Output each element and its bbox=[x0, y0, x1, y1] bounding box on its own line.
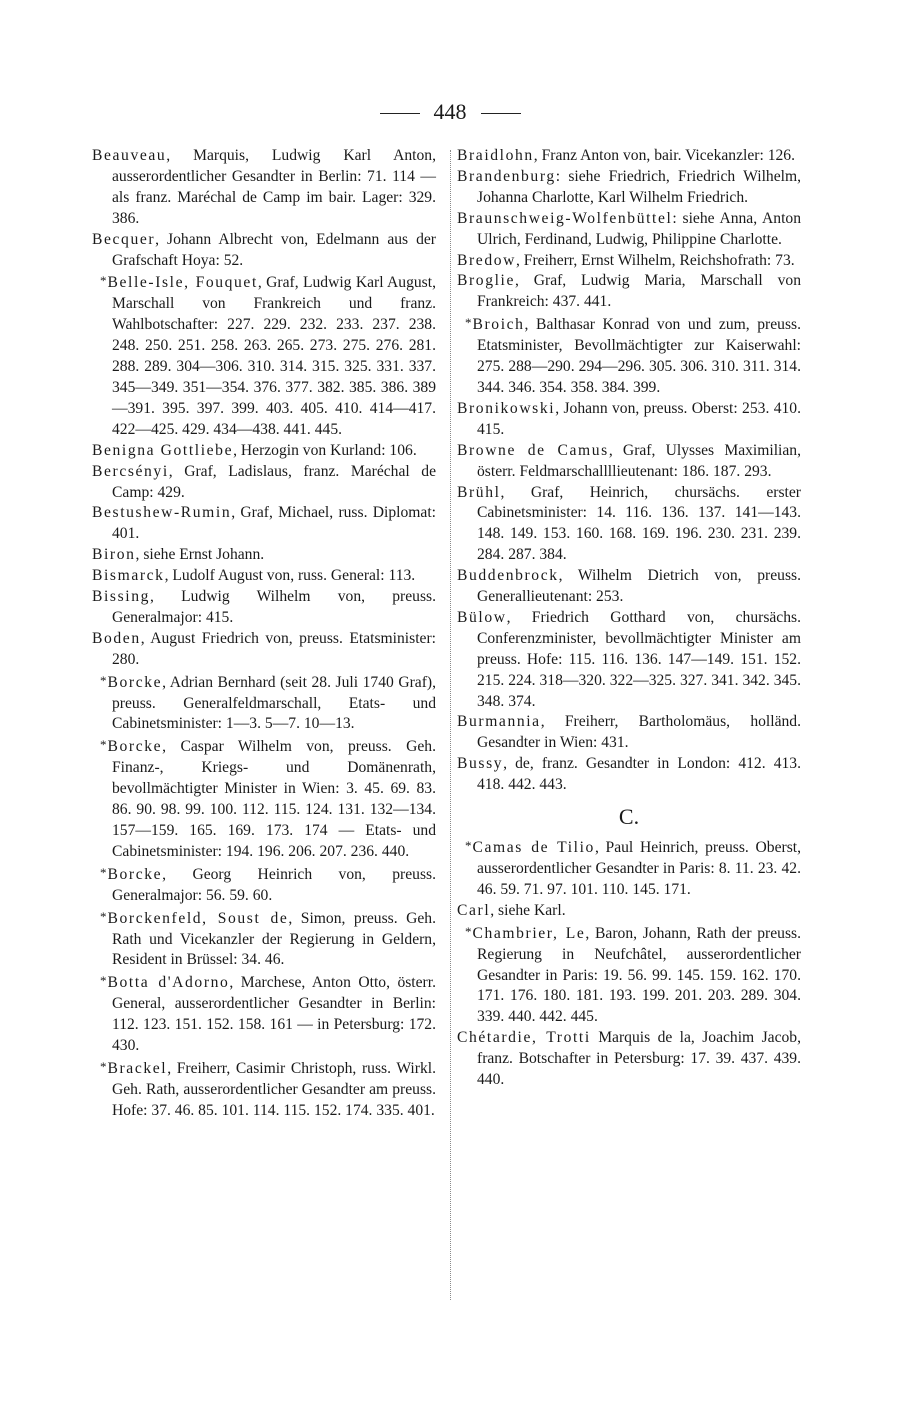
entry-details: , Graf, Ulysses Maximilian, österr. Feldmarschallllieutenant: 186. 187. 293. bbox=[477, 441, 801, 480]
index-entry bbox=[92, 503, 436, 545]
entry-name: Bestushew-Rumin bbox=[92, 504, 232, 522]
column-divider bbox=[450, 150, 451, 1300]
entry-name: Bronikowski bbox=[457, 399, 556, 417]
entry-details: , de, franz. Gesandter in London: 412. 413. 418. 442. 443. bbox=[477, 755, 801, 794]
header-dash-left bbox=[380, 113, 420, 114]
entry-details: , Graf, Heinrich, chursächs. erster Cabinetsminister: 14. 116. 136. 137. 141—143. 148. 149. 153. 160. 168. 169. 196. 230. 231. 239. 284. 287. 384. bbox=[477, 483, 801, 564]
index-entry bbox=[92, 545, 436, 566]
entry-details: : siehe Friedrich, Friedrich Wilhelm, Johanna Charlotte, Karl Wilhelm Friedrich. bbox=[477, 167, 801, 206]
entry-details: , Ludolf August von, russ. General: 113. bbox=[164, 567, 416, 585]
entry-name: Browne de Camus bbox=[457, 441, 609, 459]
entry-details: , Friedrich Gotthard von, chursächs. Conferenzminister, bevollmächtigter Minister am preuss. Hofe: 115. 116. 136. 147—149. 151. 152. 215. 224. 318—320. 322—325. 327. 341. 342. 345. 348. 374. bbox=[477, 608, 801, 710]
entry-details: : siehe Anna, Anton Ulrich, Ferdinand, Ludwig, Philippine Charlotte. bbox=[477, 209, 801, 248]
index-entry bbox=[92, 863, 436, 907]
asterisk-mark: * bbox=[465, 838, 472, 854]
index-entry bbox=[457, 712, 801, 754]
asterisk-mark: * bbox=[100, 273, 107, 289]
entry-details: , Wilhelm Dietrich von, preuss. Generallieutenant: 253. bbox=[477, 567, 801, 606]
asterisk-mark: * bbox=[100, 908, 107, 924]
index-entry bbox=[92, 230, 436, 272]
entry-details: , Graf, Ludwig Maria, Marschall von Frankreich: 437. 441. bbox=[477, 272, 801, 311]
index-entry bbox=[457, 836, 801, 901]
index-section-c bbox=[457, 836, 801, 1091]
entry-name: Broich bbox=[472, 316, 525, 334]
entry-details: , Johann von, preuss. Oberst: 253. 410. 415. bbox=[477, 399, 801, 438]
index-entry bbox=[92, 146, 436, 230]
entry-name: Botta d'Adorno bbox=[107, 974, 230, 992]
entry-details: , siehe Karl. bbox=[490, 901, 566, 919]
index-section-b-continued bbox=[457, 146, 801, 796]
entry-name: Braunschweig-Wolfenbüttel bbox=[457, 209, 673, 227]
entry-name: Burmannia bbox=[457, 713, 541, 731]
index-entry bbox=[92, 271, 436, 440]
entry-name: Bissing bbox=[92, 588, 150, 606]
index-entry bbox=[457, 441, 801, 483]
index-entry bbox=[457, 251, 801, 272]
index-entry bbox=[92, 735, 436, 862]
index-entry bbox=[92, 566, 436, 587]
entry-name: Bussy bbox=[457, 755, 504, 773]
asterisk-mark: * bbox=[100, 1058, 107, 1074]
entry-name: Brühl bbox=[457, 483, 501, 501]
index-column-right bbox=[457, 146, 801, 1091]
index-entry bbox=[92, 671, 436, 736]
entry-details: , Simon, preuss. Geh. Rath und Vicekanzler der Regierung in Geldern, Resident in Brüssel: 34. 46. bbox=[112, 909, 436, 969]
index-entry bbox=[92, 1057, 436, 1122]
index-entry bbox=[92, 587, 436, 629]
entry-details: , Ludwig Wilhelm von, preuss. Generalmajor: 415. bbox=[112, 588, 436, 626]
entry-details: , Graf, Michael, russ. Diplomat: 401. bbox=[112, 504, 436, 543]
asterisk-mark: * bbox=[465, 923, 472, 939]
index-entry bbox=[457, 901, 801, 922]
entry-name: Belle-Isle, Fouquet bbox=[107, 274, 258, 292]
asterisk-mark: * bbox=[100, 737, 107, 753]
index-entry bbox=[92, 629, 436, 671]
asterisk-mark: * bbox=[100, 864, 107, 880]
entry-name: Carl bbox=[457, 901, 491, 919]
entry-details: , Herzogin von Kurland: 106. bbox=[233, 441, 417, 459]
entry-name: Brandenburg bbox=[457, 167, 556, 185]
entry-name: Boden bbox=[92, 629, 141, 647]
section-letter-c: C. bbox=[618, 804, 640, 830]
entry-details: , Graf, Ludwig Karl August, Marschall von Frankreich und franz. Wahlbotschafter: 227. 229. 232. 233. 237. 238. 248. 250. 251. 258. 263. 265. 273. 275. 276. 281. 288. 289. 304—306. 310. 314. 315. 325. 331. 337. 345—349. 351—354. 376. 377. 382. 385. 386. 389—391. 395. 397. 399. 403. 405. 410. 414—417. 422—425. 429. 434—438. 441. 445. bbox=[112, 274, 436, 438]
entry-details: , Caspar Wilhelm von, preuss. Geh. Finanz-, Kriegs- und Domänenrath, bevollmächtigter Minister in Wien: 3. 45. 69. 83. 86. 90. 98. 99. 100. 112. 115. 124. 131. 132—134. 157—159. 165. 169. 173. 174 — Etats- und Cabinetsminister: 194. 196. 206. 207. 236. 440. bbox=[112, 738, 436, 860]
index-entry bbox=[457, 483, 801, 567]
entry-name: Borcke bbox=[107, 738, 163, 756]
entry-name: Camas de Tilio bbox=[472, 839, 595, 857]
page-number: 448 bbox=[433, 99, 467, 124]
entry-name: Buddenbrock bbox=[457, 567, 559, 585]
entry-details: , Freiherr, Casimir Christoph, russ. Wirkl. Geh. Rath, ausserordentlicher Gesandter am preuss. Hofe: 37. 46. 85. 101. 114. 115. 152. 174. 335. 401. bbox=[112, 1059, 436, 1119]
index-entry bbox=[92, 462, 436, 504]
entry-details: , Marquis, Ludwig Karl Anton, ausserordentlicher Gesandter in Berlin: 71. 114 — als franz. Maréchal de Camp im bair. Lager: 329. 386. bbox=[112, 147, 436, 227]
entry-details: , Johann Albrecht von, Edelmann aus der Grafschaft Hoya: 52. bbox=[112, 230, 436, 269]
index-entry bbox=[457, 271, 801, 313]
entry-details: , Franz Anton von, bair. Vicekanzler: 126. bbox=[533, 147, 795, 164]
index-entry bbox=[457, 209, 801, 251]
entry-details: , siehe Ernst Johann. bbox=[135, 546, 265, 564]
index-entry bbox=[457, 754, 801, 796]
entry-details: , August Friedrich von, preuss. Etatsminister: 280. bbox=[112, 629, 436, 668]
entry-name: Chétardie, Trotti bbox=[457, 1029, 591, 1047]
entry-name: Braidlohn bbox=[457, 147, 534, 164]
index-entry bbox=[457, 608, 801, 713]
entry-details: , Adrian Bernhard (seit 28. Juli 1740 Graf), preuss. Generalfeldmarschall, Etats- und Cabinetsminister: 1—3. 5—7. 10—13. bbox=[112, 673, 436, 733]
entry-name: Beauveau bbox=[92, 147, 167, 164]
entry-name: Biron bbox=[92, 546, 136, 564]
entry-name: Bülow bbox=[457, 608, 507, 626]
index-entry bbox=[457, 1028, 801, 1091]
asterisk-mark: * bbox=[465, 315, 472, 331]
entry-name: Bercsényi bbox=[92, 462, 169, 480]
index-entry bbox=[457, 922, 801, 1029]
header-dash-right bbox=[481, 113, 521, 114]
index-entry bbox=[92, 971, 436, 1057]
entry-name: Borcke bbox=[107, 673, 163, 691]
index-entry bbox=[457, 399, 801, 441]
index-entry bbox=[457, 146, 801, 167]
entry-details: Marquis de la, Joachim Jacob, franz. Botschafter in Petersburg: 17. 39. 437. 439. 440. bbox=[477, 1029, 801, 1089]
entry-name: Chambrier, Le bbox=[472, 924, 586, 942]
index-entry bbox=[457, 167, 801, 209]
entry-details: , Paul Heinrich, preuss. Oberst, ausserordentlicher Gesandter in Paris: 8. 11. 23. 42. 46. 59. 71. 97. 101. 110. 145. 171. bbox=[477, 839, 801, 898]
asterisk-mark: * bbox=[100, 973, 107, 989]
entry-name: Borckenfeld, Soust de bbox=[107, 909, 289, 927]
index-entry bbox=[92, 907, 436, 972]
index-column-left bbox=[92, 146, 436, 1122]
entry-name: Broglie bbox=[457, 272, 515, 290]
entry-name: Borcke bbox=[107, 865, 163, 883]
asterisk-mark: * bbox=[100, 672, 107, 688]
entry-name: Brackel bbox=[107, 1059, 168, 1077]
page-header bbox=[0, 98, 900, 126]
index-entry bbox=[457, 313, 801, 399]
entry-details: , Marchese, Anton Otto, österr. General, ausserordentlicher Gesandter in Berlin: 112. 123. 151. 152. 158. 161 — in Petersburg: 172. 430. bbox=[112, 974, 436, 1055]
entry-details: , Graf, Ladislaus, franz. Maréchal de Camp: 429. bbox=[112, 462, 436, 501]
entry-details: , Balthasar Konrad von und zum, preuss. Etatsminister, Bevollmächtigter zur Kaiserwahl: 275. 288—290. 294—296. 305. 306. 310. 311. 314. 344. 346. 354. 358. 384. 399. bbox=[477, 316, 801, 396]
entry-name: Bismarck bbox=[92, 567, 165, 585]
entry-name: Bredow bbox=[457, 251, 516, 269]
entry-details: , Georg Heinrich von, preuss. Generalmajor: 56. 59. 60. bbox=[112, 865, 436, 904]
entry-name: Becquer bbox=[92, 230, 156, 248]
entry-details: , Baron, Johann, Rath der preuss. Regierung in Neufchâtel, ausserordentlicher Gesandter in Paris: 19. 56. 99. 145. 159. 162. 170. 171. 176. 180. 181. 193. 199. 201. 203. 289. 304. 339. 440. 442. 445. bbox=[477, 924, 801, 1026]
index-entry bbox=[92, 441, 436, 462]
entry-name: Benigna Gottliebe bbox=[92, 441, 234, 459]
entry-details: , Freiherr, Ernst Wilhelm, Reichshofrath: 73. bbox=[515, 251, 795, 269]
index-entry bbox=[457, 566, 801, 608]
entry-details: , Freiherr, Bartholomäus, holländ. Gesandter in Wien: 431. bbox=[477, 713, 801, 752]
